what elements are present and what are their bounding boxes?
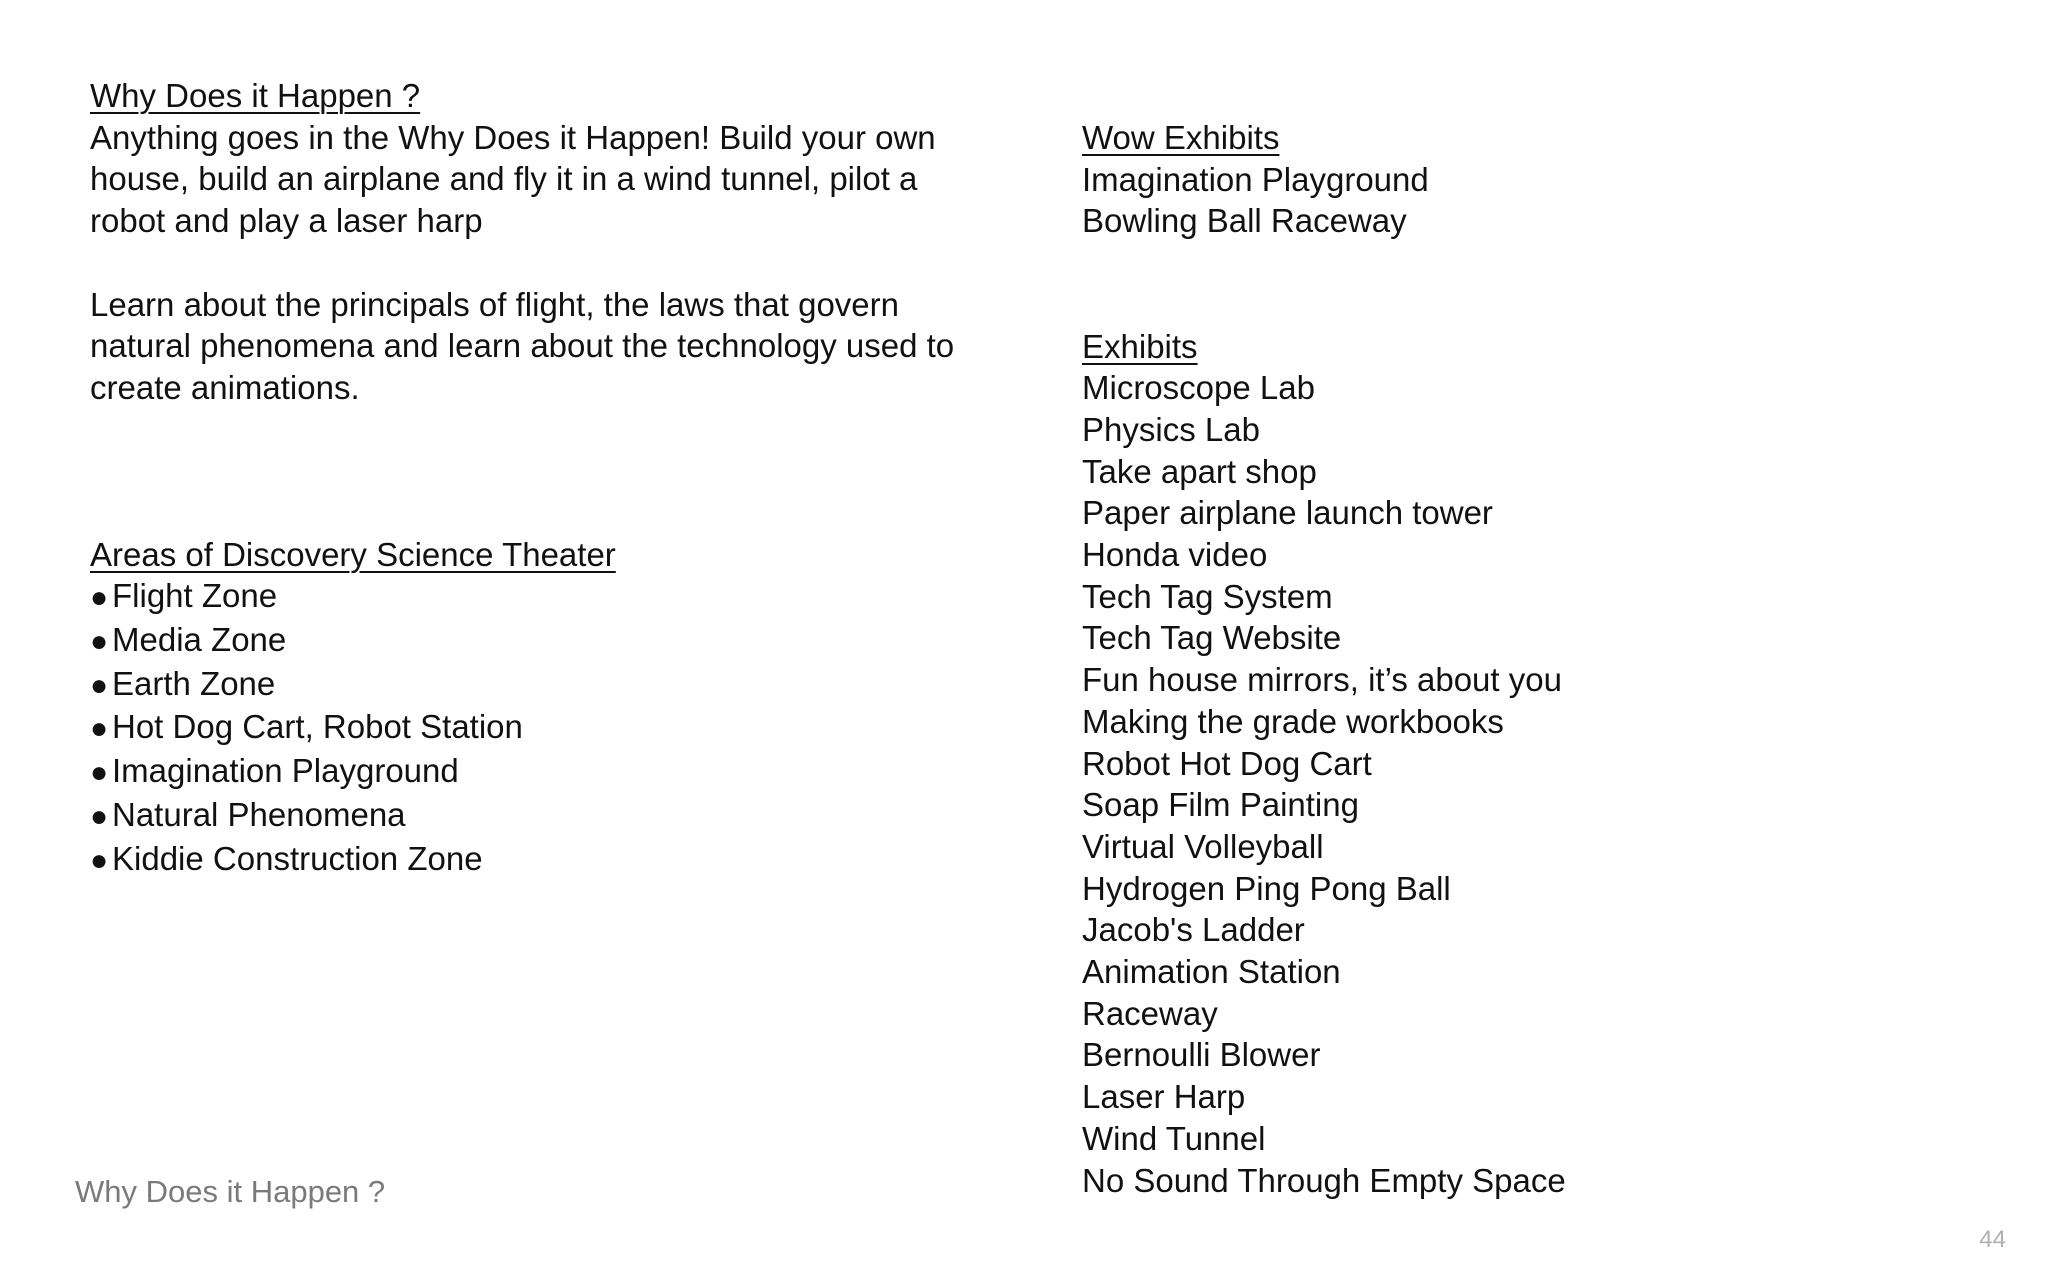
list-item: Animation Station: [1082, 953, 1341, 991]
list-item: Physics Lab: [1082, 410, 1260, 448]
page-number: 44: [1979, 1226, 2006, 1253]
areas-list: [90, 575, 990, 881]
list-item: Imagination Playground: [1082, 160, 1429, 198]
list-item: ● Flight Zone: [90, 575, 990, 619]
list-item: Tech Tag Website: [1082, 619, 1342, 657]
list-item: Paper airplane launch tower: [1082, 494, 1493, 532]
list-item: Microscope Lab: [1082, 369, 1315, 407]
bullet-icon: ●: [90, 625, 109, 659]
list-item: Soap Film Painting: [1082, 786, 1359, 824]
list-item: Virtual Volleyball: [1082, 827, 1324, 865]
exhibits-list: [1082, 367, 1982, 1201]
list-item: ● Natural Phenomena: [90, 794, 990, 838]
list-item: Bernoulli Blower: [1082, 1036, 1321, 1074]
list-item: Raceway: [1082, 994, 1218, 1032]
bullet-icon: ●: [90, 668, 109, 702]
list-item: ● Media Zone: [90, 619, 990, 663]
list-item: Jacob's Ladder: [1082, 911, 1305, 949]
list-item: ● Hot Dog Cart, Robot Station: [90, 706, 990, 750]
list-item: ● Imagination Playground: [90, 750, 990, 794]
list-item: Laser Harp: [1082, 1078, 1246, 1116]
list-item: Wind Tunnel: [1082, 1119, 1266, 1157]
list-item: No Sound Through Empty Space: [1082, 1161, 1566, 1199]
list-item: Tech Tag System: [1082, 577, 1333, 615]
list-item: Making the grade workbooks: [1082, 702, 1504, 740]
list-item: ● Earth Zone: [90, 663, 990, 707]
bullet-icon: ●: [90, 581, 109, 615]
list-item: Take apart shop: [1082, 452, 1317, 490]
exhibits-heading: Exhibits: [1082, 327, 1198, 365]
bullet-icon: ●: [90, 756, 109, 790]
list-item: Hydrogen Ping Pong Ball: [1082, 869, 1451, 907]
list-item: Honda video: [1082, 536, 1268, 574]
learn-paragraph: Learn about the principals of flight, the laws that govern natural phenomena and learn about the technology used to create animations.: [90, 285, 955, 406]
footer-title: Why Does it Happen ?: [75, 1174, 386, 1209]
list-item: Fun house mirrors, it’s about you: [1082, 661, 1562, 699]
right-column: [1082, 117, 1982, 1201]
bullet-icon: ●: [90, 799, 109, 833]
intro-paragraph: Anything goes in the Why Does it Happen! Build your own house, build an airplane and fly it in a wind tunnel, pilot a robot and play a laser harp: [90, 118, 936, 240]
list-item: Bowling Ball Raceway: [1082, 202, 1407, 240]
wow-exhibits-heading: Wow Exhibits: [1082, 119, 1280, 156]
wow-exhibits-list: [1082, 159, 1982, 242]
areas-heading: Areas of Discovery Science Theater: [90, 535, 616, 573]
bullet-icon: ●: [90, 712, 109, 746]
list-item: Robot Hot Dog Cart: [1082, 744, 1372, 782]
section-title: Why Does it Happen ?: [90, 77, 421, 114]
list-item: ● Kiddie Construction Zone: [90, 838, 990, 882]
left-column: [90, 75, 990, 881]
bullet-icon: ●: [90, 843, 109, 877]
